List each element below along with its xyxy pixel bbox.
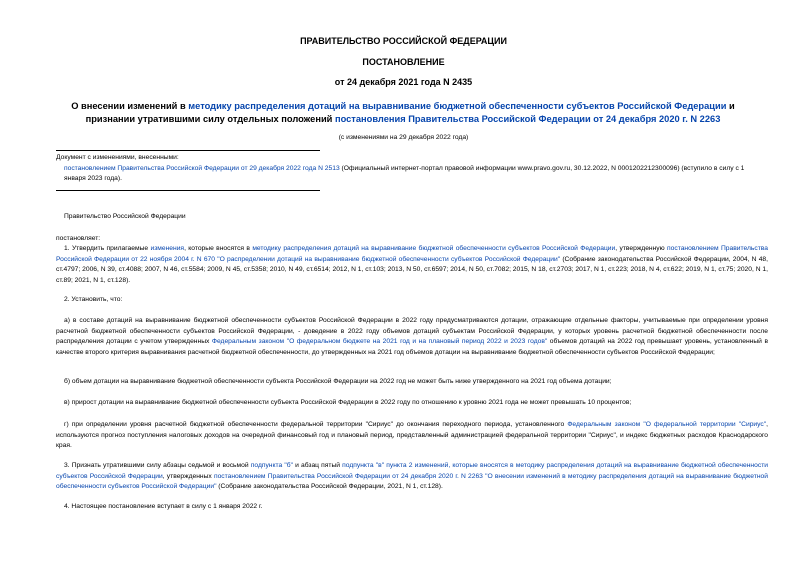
- p1-link-methodology[interactable]: методику распределения дотаций на выравнивание бюджетной обеспеченности субъектов Российской Федерации: [252, 245, 616, 252]
- amend-box-content: [56, 164, 761, 185]
- p2a-link-federal-law-budget[interactable]: Федеральным законом "О федеральном бюджете на 2021 год и на плановый период 2022 и 2023 годов": [211, 338, 548, 346]
- p2g-link-federal-law-sirius[interactable]: Федеральным законом "О федеральной территории "Сириус": [567, 421, 767, 428]
- decides-line: постановляет:: [56, 235, 101, 242]
- amend-box-top-rule: [56, 150, 320, 151]
- amend-box-rest: (Официальный интернет-портал правовой информации www.pravo.gov.ru, 30.12.2022, N 0001202212300096) (вступило в силу с 1 января 2023 года).: [64, 164, 745, 183]
- amend-link-2513[interactable]: постановлением Правительства Российской Федерации от 29 декабря 2022 года N 2513: [64, 164, 340, 172]
- title-text-1: О внесении изменений в: [71, 101, 189, 111]
- government-heading: ПРАВИТЕЛЬСТВО РОССИЙСКОЙ ФЕДЕРАЦИИ: [300, 36, 507, 46]
- paragraph-1: [56, 244, 768, 286]
- p3-text-d: (Собрание законодательства Российской Федерации, 2021, N 1, ст.128).: [216, 483, 443, 491]
- document-type-heading: ПОСТАНОВЛЕНИЕ: [362, 57, 445, 67]
- paragraph-2a: [56, 316, 768, 358]
- p3-text-b: и абзац пятый: [292, 462, 343, 469]
- paragraph-4: 4. Настоящее постановление вступает в силу с 1 января 2022 г.: [64, 503, 263, 510]
- p1-text-c: , утвержденную: [615, 245, 668, 252]
- document-title: [58, 100, 748, 126]
- paragraph-2v: в) прирост дотации на выравнивание бюджетной обеспеченности субъекта Российской Федерации в 2022 году по отношению к уровню 2021 года не может превышать 10 процентов;: [64, 399, 632, 406]
- government-line: Правительство Российской Федерации: [64, 213, 186, 220]
- p1-text-d: (Собрание законодательства Российской Федерации, 2004, N 48, ст.4797; 2006, N 39, ст.4088; 2007, N 46, ст.5584; 2009, N 45, ст.5358; 2010, N 49, ст.6514; 2012, N 1, ст.103; 2013, N 50, ст.6597; 2014, N 50, ст.7082; 2015, N 18, ст.2703; 2017, N 1, ст.223; 2018, N 4, ст.622; 2019, N 1, ст.75; 2020, N 1, ст.89; 2021, N 1, ст.128).: [56, 255, 769, 284]
- p3-link-subparagraph-v[interactable]: подпункта "в" пункта 2 изменений, которые вносятся в методику распределения дотаций на выравнивание бюджетной обеспеченности субъектов Российской Федерации: [56, 462, 768, 480]
- p3-text-a: 3. Признать утратившими силу абзацы седьмой и восьмой: [64, 462, 251, 469]
- p2g-text-b: , используются прогноз поступления налоговых доходов на очередной финансовый год и плановый период, представленный администрацией федеральной территории "Сириус", и индекс бюджетных расходов Краснодарского края.: [56, 421, 768, 450]
- paragraph-3: [56, 461, 768, 493]
- p1-text-a: 1. Утвердить прилагаемые: [64, 245, 151, 252]
- p3-link-subparagraph-b[interactable]: подпункта "б": [250, 462, 293, 469]
- p1-link-changes[interactable]: изменения: [150, 245, 185, 252]
- amend-box: [56, 153, 761, 185]
- p1-link-resolution-670[interactable]: постановлением Правительства Российской Федерации от 22 ноября 2004 г. N 670 "О распределении дотаций на выравнивание бюджетной обеспеченности субъектов Российской Федерации": [56, 245, 768, 263]
- paragraph-2b: б) объем дотации на выравнивание бюджетной обеспеченности субъекта Российской Федерации на 2022 год не может быть ниже утвержденного на 2021 год объема дотации;: [64, 378, 612, 385]
- p1-text-b: , которые вносятся в: [184, 245, 253, 252]
- amend-box-bottom-rule: [56, 190, 320, 191]
- p2g-text-a: г) при определении уровня расчетной бюджетной обеспеченности федеральной территории "Сириус" до окончания переходного периода, установленного: [64, 421, 568, 428]
- revision-note: (с изменениями на 29 декабря 2022 года): [338, 134, 469, 141]
- paragraph-2g: [56, 420, 768, 452]
- amend-box-heading: Документ с изменениями, внесенными:: [56, 154, 179, 161]
- p2a-text-b: объемов дотаций на 2022 год превышает уровень, установленный в качестве второго критерия выравнивания расчетной бюджетной обеспеченности, до утвержденных на 2021 год объемов дотации на выравнивание бюджетной обеспеченности субъектов Российской Федерации;: [56, 338, 768, 356]
- title-text-2: и признании утратившими силу отдельных положений: [85, 101, 735, 124]
- title-link-resolution-2263[interactable]: постановления Правительства Российской Федерации от 24 декабря 2020 г. N 2263: [334, 114, 721, 124]
- p3-text-c: , утвержденных: [162, 472, 214, 480]
- p2a-text-a: а) в составе дотаций на выравнивание бюджетной обеспеченности субъектов Российской Федерации в 2022 году предусматриваются дотации, отражающие отдельные факторы, учитываемые при определении уровня расчетной бюджетной обеспеченности субъектов Российской Федерации, - доведение в 2022 году объемов дотаций субъектам Российской Федерации, у которых уровень расчетной бюджетной обеспеченности после распределения дотации с учетом утвержденных: [56, 317, 768, 346]
- date-number-heading: от 24 декабря 2021 года N 2435: [334, 77, 473, 87]
- paragraph-2: 2. Установить, что:: [64, 296, 123, 303]
- p3-link-resolution-2263[interactable]: постановлением Правительства Российской Федерации от 24 декабря 2020 г. N 2263 "О внесении изменений в методику распределения дотаций на выравнивание бюджетной обеспеченности субъектов Российской Федерации": [56, 472, 768, 491]
- title-link-methodology[interactable]: методику распределения дотаций на выравнивание бюджетной обеспеченности субъектов Российской Федерации: [188, 101, 727, 111]
